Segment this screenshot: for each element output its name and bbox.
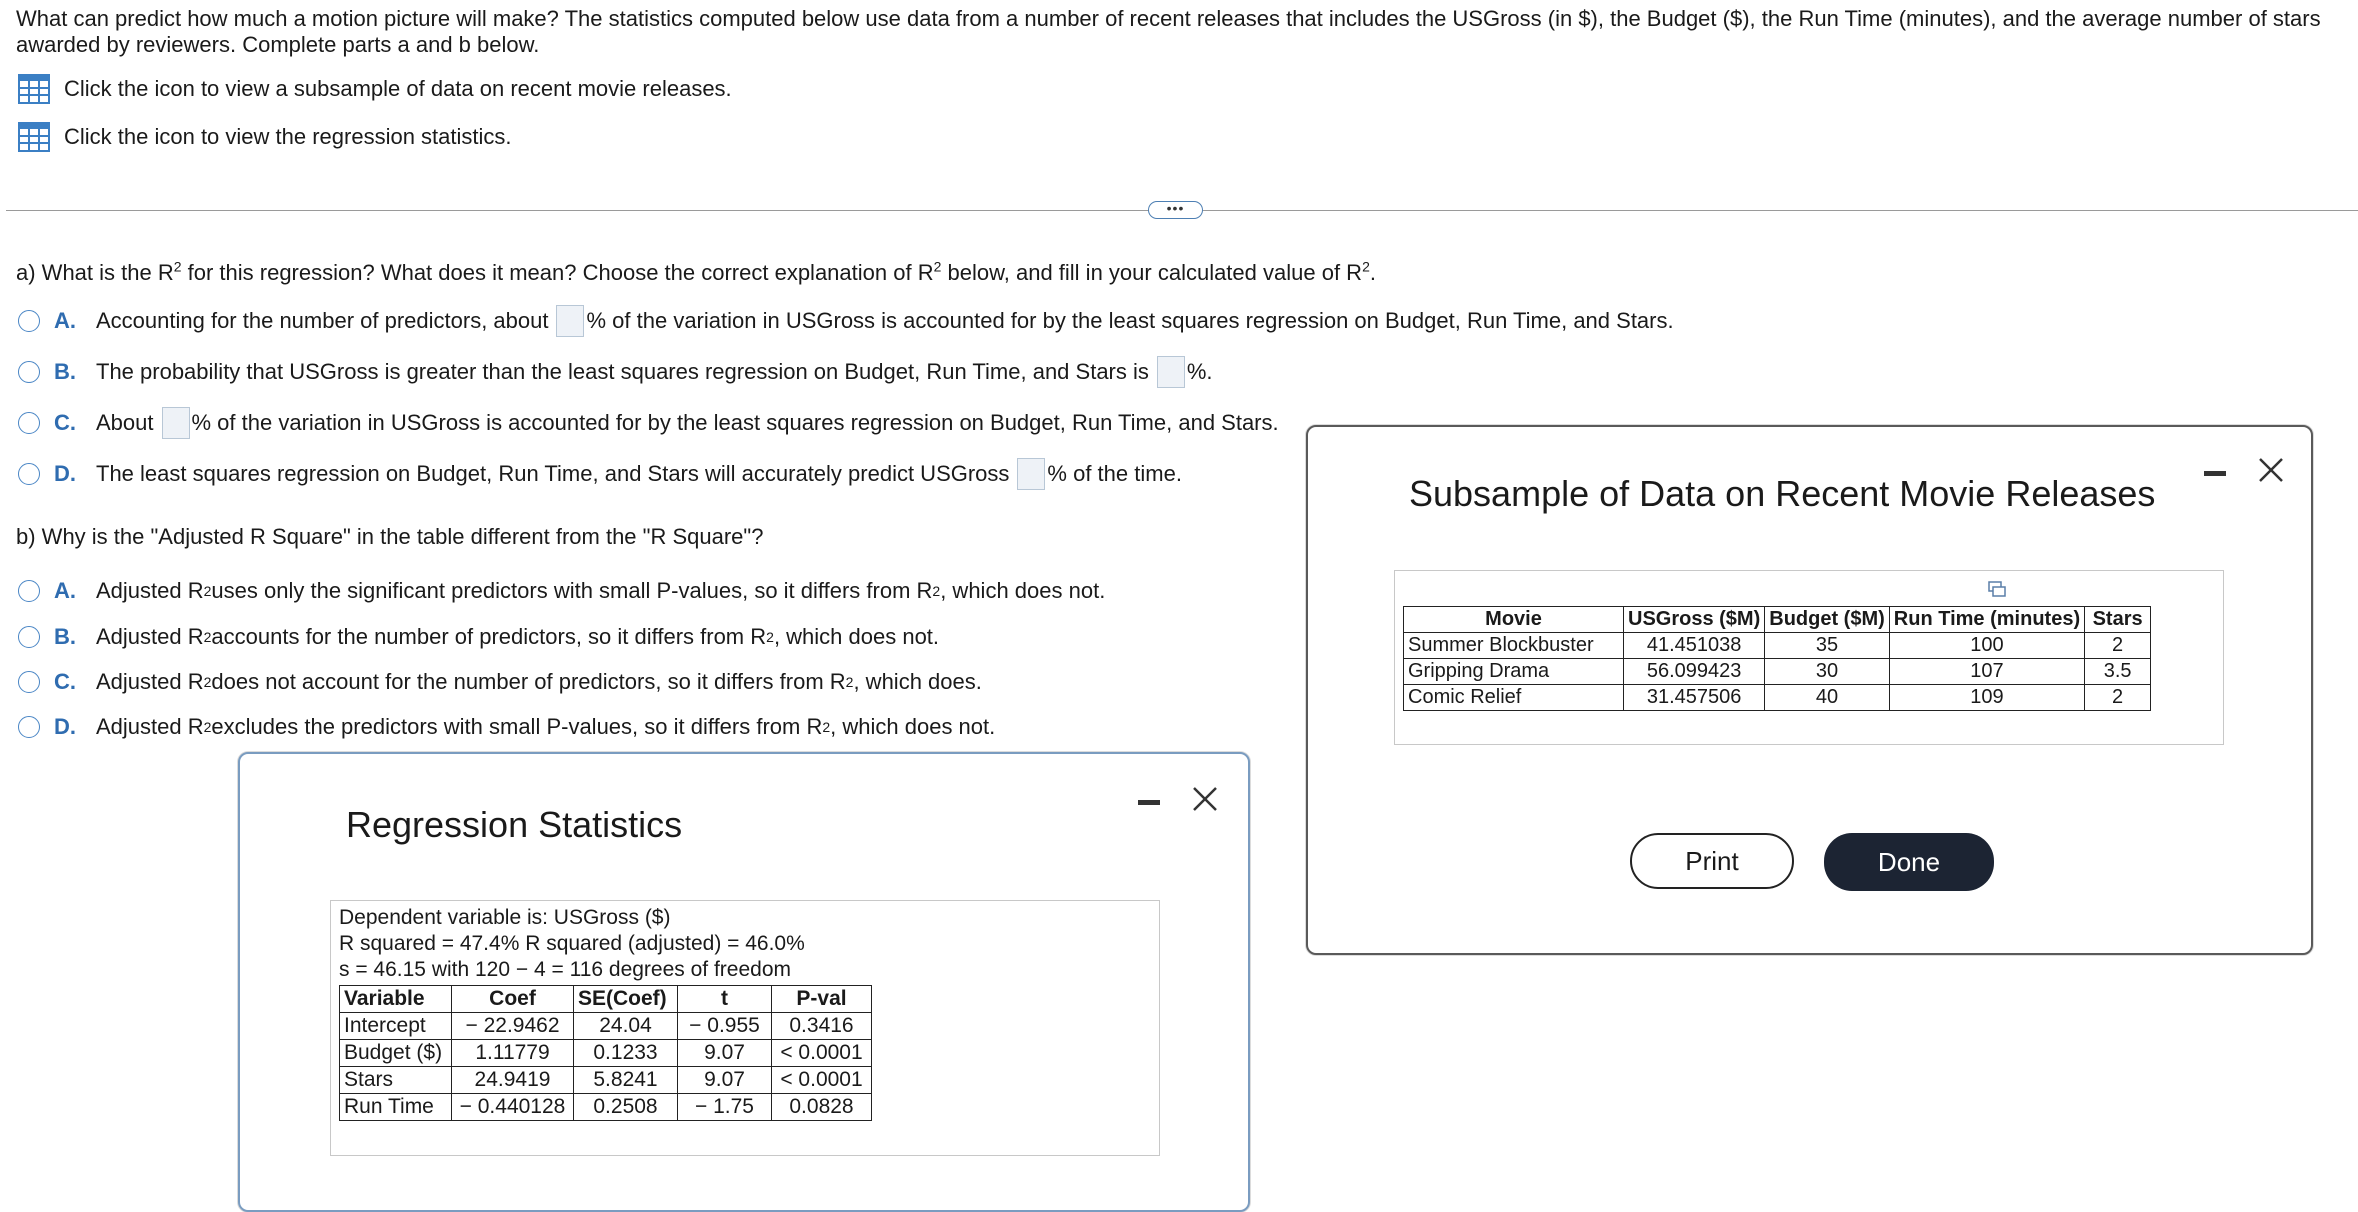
answer-input[interactable] [556, 305, 584, 337]
option-letter: C. [54, 669, 76, 694]
table-row [340, 1013, 872, 1040]
table-cell: 0.1233 [574, 1040, 678, 1067]
answer-input[interactable] [162, 407, 190, 439]
option-text: %. [1186, 359, 1213, 384]
table-cell: 0.3416 [772, 1013, 872, 1040]
part-b-option-a[interactable]: A. Adjusted R 2 uses only the significant predictors with small P-values, so it differs from R 2 , which does not. [18, 578, 1105, 604]
option-text: Adjusted R [96, 578, 204, 603]
table-cell: 0.0828 [772, 1094, 872, 1121]
table-cell: 2 [2085, 685, 2151, 711]
column-header: t [678, 986, 772, 1013]
table-cell: − 1.75 [678, 1094, 772, 1121]
radio-button[interactable] [18, 716, 40, 738]
radio-button[interactable] [18, 463, 40, 485]
regression-link-text: Click the icon to view the regression statistics. [64, 124, 512, 149]
table-row [340, 1067, 872, 1094]
option-letter: B. [54, 624, 76, 649]
part-a-prompt-text-1: a) What is the R [16, 260, 174, 285]
option-letter: C. [54, 410, 76, 435]
table-cell: − 0.955 [678, 1013, 772, 1040]
option-letter: B. [54, 359, 76, 384]
option-text: excludes the predictors with small P-values, so it differs from R [211, 714, 823, 739]
r-squared-line: R squared = 47.4% R squared (adjusted) = 46.0% [339, 932, 805, 955]
table-cell: 3.5 [2085, 659, 2151, 685]
table-cell: Comic Relief [1404, 685, 1624, 711]
superscript: 2 [173, 258, 182, 275]
copy-icon[interactable] [1988, 581, 2006, 597]
part-a-prompt-text-3: below, and fill in your calculated value of R [941, 260, 1363, 285]
intro-line-2: awarded by reviewers. Complete parts a and b below. [16, 32, 540, 57]
table-cell: 24.04 [574, 1013, 678, 1040]
option-text: The least squares regression on Budget, Run Time, and Stars will accurately predict USGross [96, 461, 1010, 486]
column-header: Movie [1404, 607, 1624, 633]
table-cell: 107 [1889, 659, 2084, 685]
option-text: Adjusted R [96, 714, 204, 739]
table-cell: Gripping Drama [1404, 659, 1624, 685]
part-b-prompt: b) Why is the "Adjusted R Square" in the table different from the "R Square"? [16, 524, 764, 549]
part-a-prompt-text-2: for this regression? What does it mean? Choose the correct explanation of R [181, 260, 934, 285]
option-text: , which does not. [940, 578, 1106, 603]
expand-more-button[interactable]: ••• [1148, 201, 1203, 219]
table-cell: 5.8241 [574, 1067, 678, 1094]
option-text: Adjusted R [96, 624, 204, 649]
data-link-row[interactable] [18, 74, 732, 104]
table-row [340, 1040, 872, 1067]
option-text: % of the variation in USGross is accounted for by the least squares regression on Budget, Run Time, and Stars. [586, 308, 1674, 333]
column-header: Variable [340, 986, 452, 1013]
table-icon[interactable] [18, 74, 50, 104]
option-letter: D. [54, 461, 76, 486]
part-a-prompt [16, 260, 1376, 286]
movie-data-table [1403, 606, 2151, 711]
regression-output-frame [330, 900, 1160, 1156]
option-text: , which does not. [830, 714, 996, 739]
data-link-text: Click the icon to view a subsample of data on recent movie releases. [64, 76, 732, 101]
window-title: Regression Statistics [346, 804, 683, 845]
table-cell: 1.11779 [452, 1040, 574, 1067]
part-a-option-b[interactable] [18, 356, 1213, 388]
answer-input[interactable] [1157, 356, 1185, 388]
question-intro [16, 6, 2336, 58]
dependent-variable-line: Dependent variable is: USGross ($) [339, 906, 671, 929]
superscript: 2 [1362, 258, 1370, 275]
superscript: 2 [933, 258, 942, 275]
table-cell: 109 [1889, 685, 2084, 711]
table-cell: 9.07 [678, 1067, 772, 1094]
table-cell: 0.2508 [574, 1094, 678, 1121]
table-cell: 30 [1765, 659, 1890, 685]
movie-table-frame [1394, 570, 2224, 745]
table-cell: Stars [340, 1067, 452, 1094]
option-text: uses only the significant predictors with small P-values, so it differs from R [211, 578, 933, 603]
table-header-row [340, 986, 872, 1013]
option-text: Accounting for the number of predictors, about [96, 308, 549, 333]
column-header: P-val [772, 986, 872, 1013]
coefficients-table [339, 985, 872, 1121]
table-cell: 41.451038 [1624, 633, 1765, 659]
option-text: Adjusted R [96, 669, 204, 694]
radio-button[interactable] [18, 310, 40, 332]
column-header: Run Time (minutes) [1889, 607, 2084, 633]
option-text: % of the time. [1047, 461, 1182, 486]
table-cell: − 0.440128 [452, 1094, 574, 1121]
option-text: , which does not. [773, 624, 940, 649]
part-a-option-a[interactable] [18, 305, 1674, 337]
option-text: About [96, 410, 154, 435]
option-text: accounts for the number of predictors, so it differs from R [211, 624, 767, 649]
table-row [1404, 685, 2151, 711]
minimize-button[interactable] [1138, 800, 1160, 805]
option-text: , which does. [853, 669, 982, 694]
table-row [1404, 633, 2151, 659]
column-header: USGross ($M) [1624, 607, 1765, 633]
part-b-option-c[interactable]: C. Adjusted R 2 does not account for the number of predictors, so it differs from R 2 , which does. [18, 669, 982, 695]
intro-line-1: What can predict how much a motion picture will make? The statistics computed below use data from a number of recent releases that includes the USGross (in $), the Budget ($), the Run Time (minutes), and the average number of stars [16, 6, 2321, 31]
table-cell: 9.07 [678, 1040, 772, 1067]
option-text: The probability that USGross is greater than the least squares regression on Budget, Run Time, and Stars is [96, 359, 1149, 384]
radio-button[interactable] [18, 412, 40, 434]
table-header-row [1404, 607, 2151, 633]
movie-data-window [1306, 425, 2313, 955]
radio-button[interactable] [18, 580, 40, 602]
option-text: % of the variation in USGross is accounted for by the least squares regression on Budget, Run Time, and Stars. [191, 410, 1279, 435]
table-cell: Summer Blockbuster [1404, 633, 1624, 659]
table-cell: 100 [1889, 633, 2084, 659]
radio-button[interactable] [18, 671, 40, 693]
option-letter: D. [54, 714, 76, 739]
done-button[interactable]: Done [1824, 833, 1994, 891]
std-error-line: s = 46.15 with 120 − 4 = 116 degrees of freedom [339, 958, 792, 981]
minimize-button[interactable] [2204, 471, 2226, 476]
table-row [1404, 659, 2151, 685]
table-icon[interactable] [18, 122, 50, 152]
column-header: Stars [2085, 607, 2151, 633]
part-b-option-b[interactable]: B. Adjusted R 2 accounts for the number of predictors, so it differs from R 2 , which does not. [18, 624, 939, 650]
table-cell: − 22.9462 [452, 1013, 574, 1040]
regression-link-row[interactable] [18, 122, 512, 152]
table-cell: < 0.0001 [772, 1040, 872, 1067]
close-icon[interactable] [2256, 455, 2286, 485]
column-header: SE(Coef) [574, 986, 678, 1013]
part-a-prompt-text-4: . [1369, 260, 1376, 285]
option-letter: A. [54, 308, 76, 333]
table-row [340, 1094, 872, 1121]
window-title: Subsample of Data on Recent Movie Releases [1409, 473, 2156, 514]
close-icon[interactable] [1190, 784, 1220, 814]
regression-window [238, 752, 1250, 1212]
table-cell: < 0.0001 [772, 1067, 872, 1094]
part-a-option-c[interactable] [18, 407, 1279, 439]
option-letter: A. [54, 578, 76, 603]
table-cell: Run Time [340, 1094, 452, 1121]
part-a-option-d[interactable] [18, 458, 1182, 490]
table-cell: Budget ($) [340, 1040, 452, 1067]
table-cell: 24.9419 [452, 1067, 574, 1094]
option-text: does not account for the number of predictors, so it differs from R [211, 669, 846, 694]
print-button[interactable]: Print [1630, 833, 1794, 889]
table-cell: 40 [1765, 685, 1890, 711]
part-b-option-d[interactable]: D. Adjusted R 2 excludes the predictors with small P-values, so it differs from R 2 , which does not. [18, 714, 995, 740]
answer-input[interactable] [1017, 458, 1045, 490]
table-cell: 2 [2085, 633, 2151, 659]
column-header: Coef [452, 986, 574, 1013]
table-cell: 56.099423 [1624, 659, 1765, 685]
column-header: Budget ($M) [1765, 607, 1890, 633]
regression-summary [339, 905, 805, 983]
radio-button[interactable] [18, 626, 40, 648]
radio-button[interactable] [18, 361, 40, 383]
table-cell: 35 [1765, 633, 1890, 659]
table-cell: 31.457506 [1624, 685, 1765, 711]
table-cell: Intercept [340, 1013, 452, 1040]
